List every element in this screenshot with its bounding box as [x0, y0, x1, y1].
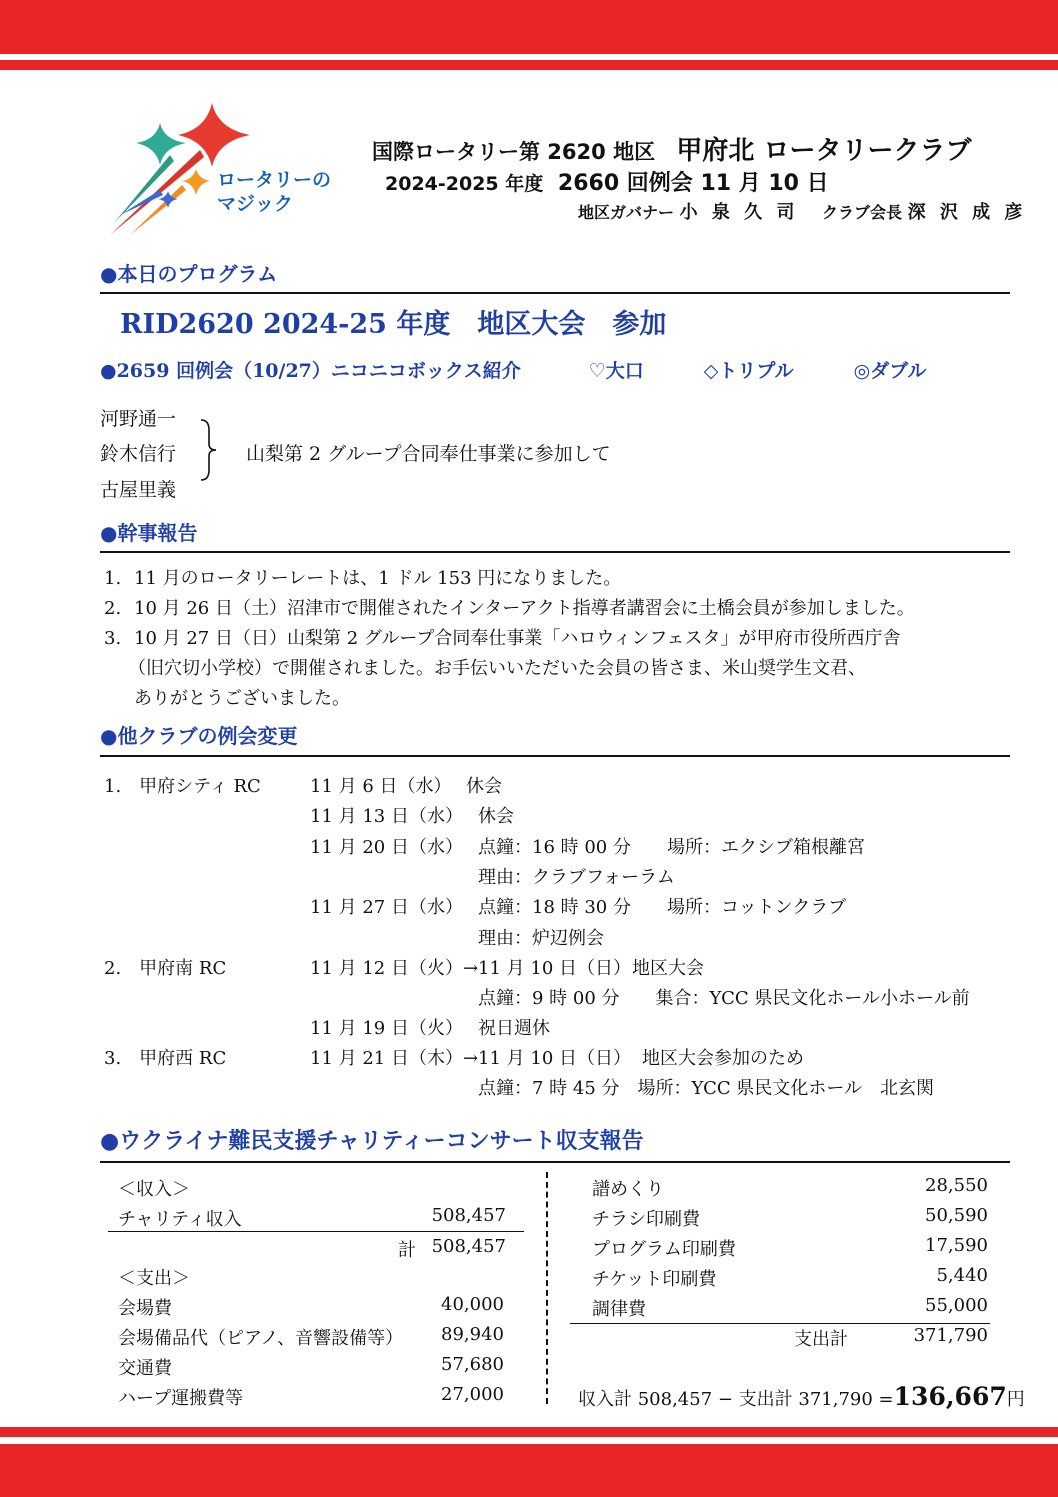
report-heading: ●幹事報告 [100, 521, 198, 545]
officers-line [578, 198, 1026, 224]
column-divider [546, 1172, 548, 1404]
member-name: 河野通一 [100, 408, 177, 430]
expense-item-value: 55,000 [925, 1295, 988, 1316]
change-detail: 地区大会参加のため [642, 1048, 804, 1069]
club-header [372, 130, 971, 167]
change-detail: 点鐘：7 時 45 分 場所：YCC 県民文化ホール 北玄関 [478, 1078, 934, 1099]
expense-item-value: 40,000 [441, 1294, 504, 1315]
divider [100, 292, 1010, 294]
balance-value: 136,667 [893, 1382, 1007, 1411]
change-detail: 点鐘：18 時 30 分 場所：コットンクラブ [478, 897, 847, 918]
change-detail: 地区大会 [632, 958, 704, 979]
expense-item-value: 5,440 [936, 1265, 988, 1286]
divider [100, 1161, 1010, 1163]
change-detail: 休会 [466, 776, 502, 797]
expense-item-value: 17,590 [925, 1235, 988, 1256]
change-detail: 理由：炉辺例会 [478, 928, 604, 949]
meeting-label: 2660 回例会 11 月 10 日 [557, 171, 829, 196]
meeting-header [385, 166, 829, 197]
logo-line1: ロータリーの [217, 169, 332, 191]
club-name: 2. 甲府南 RC [104, 958, 227, 979]
item-number: 3. [104, 628, 122, 649]
divider [100, 755, 1010, 757]
legend-triple: ◇トリプル [703, 360, 794, 382]
top-band [0, 0, 1058, 54]
concert-heading: ●ウクライナ難民支援チャリティーコンサート収支報告 [100, 1128, 644, 1154]
report-text: 11 月のロータリーレートは、1 ドル 153 円になりました。 [134, 568, 622, 589]
report-item [104, 564, 621, 590]
change-detail: 理由：クラブフォーラム [478, 867, 675, 888]
club-name: 3. 甲府西 RC [104, 1048, 227, 1069]
expense-item-label: 調律費 [592, 1299, 646, 1320]
year-label: 2024-2025 年度 [385, 173, 544, 195]
expense-total-value: 371,790 [913, 1325, 988, 1346]
logo-line2: マジック [217, 193, 294, 215]
income-item-value: 508,457 [431, 1205, 506, 1226]
report-text: 10 月 27 日（日）山梨第 2 グループ合同奉仕事業「ハロウィンフェスタ」が甲府市役所西庁舎 [134, 628, 901, 649]
report-text: 10 月 26 日（土）沼津市で開催されたインターアクト指導者講習会に土橋会員が参加しました。 [134, 598, 915, 619]
report-item [104, 594, 915, 620]
governor-name: 小 泉 久 司 [679, 202, 799, 223]
governor-label: 地区ガバナー [578, 203, 675, 222]
niko-heading-text: ●2659 回例会（10/27）ニコニコボックス紹介 [100, 360, 521, 382]
divider [100, 551, 1010, 553]
divider [108, 1231, 524, 1232]
balance-line [578, 1382, 1025, 1411]
program-title: RID2620 2024-25 年度 地区大会 参加 [120, 309, 667, 340]
club-name: 甲府北 ロータリークラブ [676, 136, 972, 166]
change-date: 11 月 21 日（木）→11 月 10 日（日） [310, 1048, 632, 1069]
legend-double: ◎ダブル [853, 360, 927, 382]
expense-label: ＜支出＞ [118, 1268, 190, 1289]
change-date: 11 月 19 日（火） [310, 1018, 463, 1039]
item-number: 1. [104, 568, 122, 589]
change-detail: 点鐘：16 時 00 分 場所：エクシブ箱根離宮 [478, 837, 865, 858]
income-item-label: チャリティ収入 [118, 1209, 242, 1230]
income-total-label: 計 [398, 1240, 416, 1261]
change-detail: 休会 [478, 806, 514, 827]
president-name: 深 沢 成 彦 [907, 202, 1027, 223]
income-label: ＜収入＞ [118, 1179, 190, 1200]
expense-item-label: 譜めくり [592, 1179, 664, 1200]
expense-item-label: 会場備品代（ピアノ、音響設備等） [118, 1328, 404, 1349]
expense-item-label: チラシ印刷費 [592, 1209, 700, 1230]
report-text-cont: ありがとうございました。 [134, 688, 350, 709]
change-date: 11 月 13 日（水） [310, 806, 463, 827]
bottom-band-stripe [0, 1427, 1058, 1437]
change-date: 11 月 6 日（水） [310, 776, 452, 797]
change-detail: 点鐘：9 時 00 分 集合：YCC 県民文化ホール小ホール前 [478, 988, 970, 1009]
expense-item-label: プログラム印刷費 [592, 1239, 736, 1260]
expense-item-value: 57,680 [441, 1354, 504, 1375]
change-detail: 祝日週休 [478, 1018, 550, 1039]
divider [570, 1323, 990, 1324]
logo-text [217, 168, 331, 216]
expense-item-label: チケット印刷費 [592, 1269, 717, 1290]
report-item [104, 624, 900, 650]
balance-text: 収入計 508,457 − 支出計 371,790 = [578, 1389, 894, 1410]
expense-item-label: 交通費 [118, 1358, 172, 1379]
expense-item-label: ハープ運搬費等 [118, 1388, 244, 1409]
expense-item-value: 50,590 [925, 1205, 988, 1226]
top-band-stripe [0, 60, 1058, 70]
expense-item-value: 89,940 [441, 1324, 504, 1345]
niko-message: 山梨第 2 グループ合同奉仕事業に参加して [246, 443, 611, 465]
legend-ooguchi: ♡大口 [588, 360, 644, 382]
expense-item-value: 28,550 [925, 1175, 988, 1196]
changes-heading: ●他クラブの例会変更 [100, 724, 298, 748]
niko-heading [100, 356, 926, 383]
program-heading: ●本日のプログラム [100, 262, 278, 286]
expense-item-value: 27,000 [441, 1384, 504, 1405]
report-text-cont: （旧穴切小学校）で開催されました。お手伝いいただいた会員の皆さま、米山奨学生文君、 [128, 658, 866, 679]
balance-unit: 円 [1006, 1389, 1025, 1410]
member-name: 鈴木信行 [100, 443, 177, 465]
president-label: クラブ会長 [821, 203, 902, 222]
district-label: 国際ロータリー第 2620 地区 [372, 140, 656, 164]
change-date: 11 月 12 日（火）→11 月 10 日（日） [310, 958, 632, 979]
change-date: 11 月 20 日（水） [310, 837, 463, 858]
income-total-value: 508,457 [431, 1236, 506, 1257]
brace-icon [198, 418, 220, 482]
club-name: 1. 甲府シティ RC [104, 776, 261, 797]
expense-total-label: 支出計 [794, 1329, 848, 1350]
item-number: 2. [104, 598, 122, 619]
change-date: 11 月 27 日（水） [310, 897, 463, 918]
expense-item-label: 会場費 [118, 1298, 172, 1319]
member-name: 古屋里義 [100, 479, 177, 501]
bottom-band [0, 1444, 1058, 1497]
